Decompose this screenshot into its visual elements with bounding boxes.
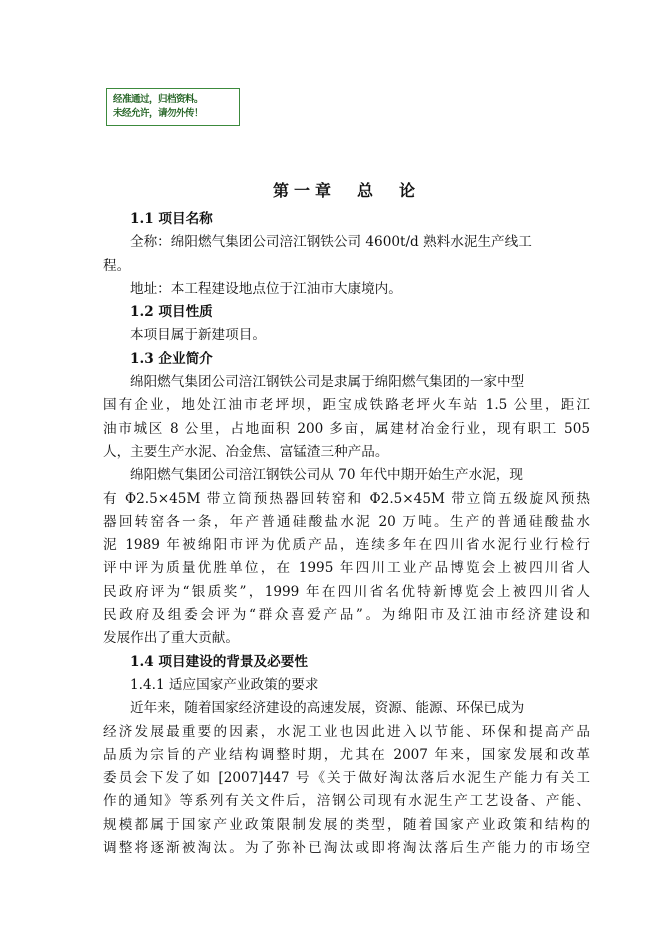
section-heading: 1.4 项目建设的背景及必要性 xyxy=(130,653,308,670)
text-line: 作的通知》等系列有关文件后，涪钢公司现有水泥生产工艺设备、产能、 xyxy=(103,793,590,810)
text-line: 程。 xyxy=(103,257,131,274)
text-line: 本项目属于新建项目。 xyxy=(130,327,266,344)
text-line: 经济发展最重要的因素，水泥工业也因此进入以节能、环保和提高产品 xyxy=(103,723,590,740)
text-line: 品质为宗旨的产业结构调整时期，尤其在 2007 年来，国家发展和改革 xyxy=(103,746,590,763)
text-line: 民政府及组委会评为“群众喜爱产品”。为绵阳市及江油市经济建设和 xyxy=(103,607,590,624)
text-line: 全称：绵阳燃气集团公司涪江钢铁公司 4600t/d 熟料水泥生产线工 xyxy=(130,234,532,251)
chapter-title: 第一章 总 论 xyxy=(272,181,420,200)
text-line: 调整将逐渐被淘汰。为了弥补已淘汰或即将淘汰落后生产能力的市场空 xyxy=(103,840,590,857)
text-line: 评中评为质量优胜单位，在 1995 年四川工业产品博览会上被四川省人 xyxy=(103,560,590,577)
text-line: 油市城区 8 公里，占地面积 200 多亩，属建材冶金行业，现有职工 505 xyxy=(103,420,590,437)
text-line: 绵阳燃气集团公司涪江钢铁公司是隶属于绵阳燃气集团的一家中型 xyxy=(130,374,525,391)
stamp-line-1: 经准通过，归档资料。 xyxy=(113,94,204,105)
text-line: 有 Φ2.5×45M 带立筒预热器回转窑和 Φ2.5×45M 带立筒五级旋风预热 xyxy=(103,490,590,507)
text-line: 规模都属于国家产业政策限制发展的类型，随着国家产业政策和结构的 xyxy=(103,816,590,833)
text-line: 绵阳燃气集团公司涪江钢铁公司从 70 年代中期开始生产水泥，现 xyxy=(130,467,523,484)
text-line: 人，主要生产水泥、冶金焦、富锰渣三种产品。 xyxy=(103,443,389,460)
document-body xyxy=(103,178,590,860)
text-line: 地址：本工程建设地点位于江油市大康境内。 xyxy=(130,280,402,297)
text-line: 发展作出了重大贡献。 xyxy=(103,630,239,647)
text-line: 器回转窑各一条，年产普通硅酸盐水泥 20 万吨。生产的普通硅酸盐水 xyxy=(103,513,590,530)
text-line: 1.4.1 适应国家产业政策的要求 xyxy=(130,676,319,693)
confidential-stamp xyxy=(106,88,240,126)
text-line: 委员会下发了如 [2007]447 号《关于做好淘汰落后水泥生产能力有关工 xyxy=(103,770,590,787)
section-heading: 1.3 企业简介 xyxy=(130,350,213,367)
text-line: 泥 1989 年被绵阳市评为优质产品，连续多年在四川省水泥行业行检行 xyxy=(103,537,590,554)
stamp-line-2: 未经允许，请勿外传！ xyxy=(113,108,204,119)
text-line: 近年来，随着国家经济建设的高速发展，资源、能源、环保已成为 xyxy=(130,700,525,717)
section-heading: 1.2 项目性质 xyxy=(130,304,213,321)
text-line: 国有企业，地处江油市老坪坝，距宝成铁路老坪火车站 1.5 公里，距江 xyxy=(103,397,590,414)
text-line: 民政府评为“银质奖”，1999 年在四川省名优特新博览会上被四川省人 xyxy=(103,583,590,600)
section-heading: 1.1 项目名称 xyxy=(130,211,213,227)
paragraph-lines xyxy=(103,208,590,860)
